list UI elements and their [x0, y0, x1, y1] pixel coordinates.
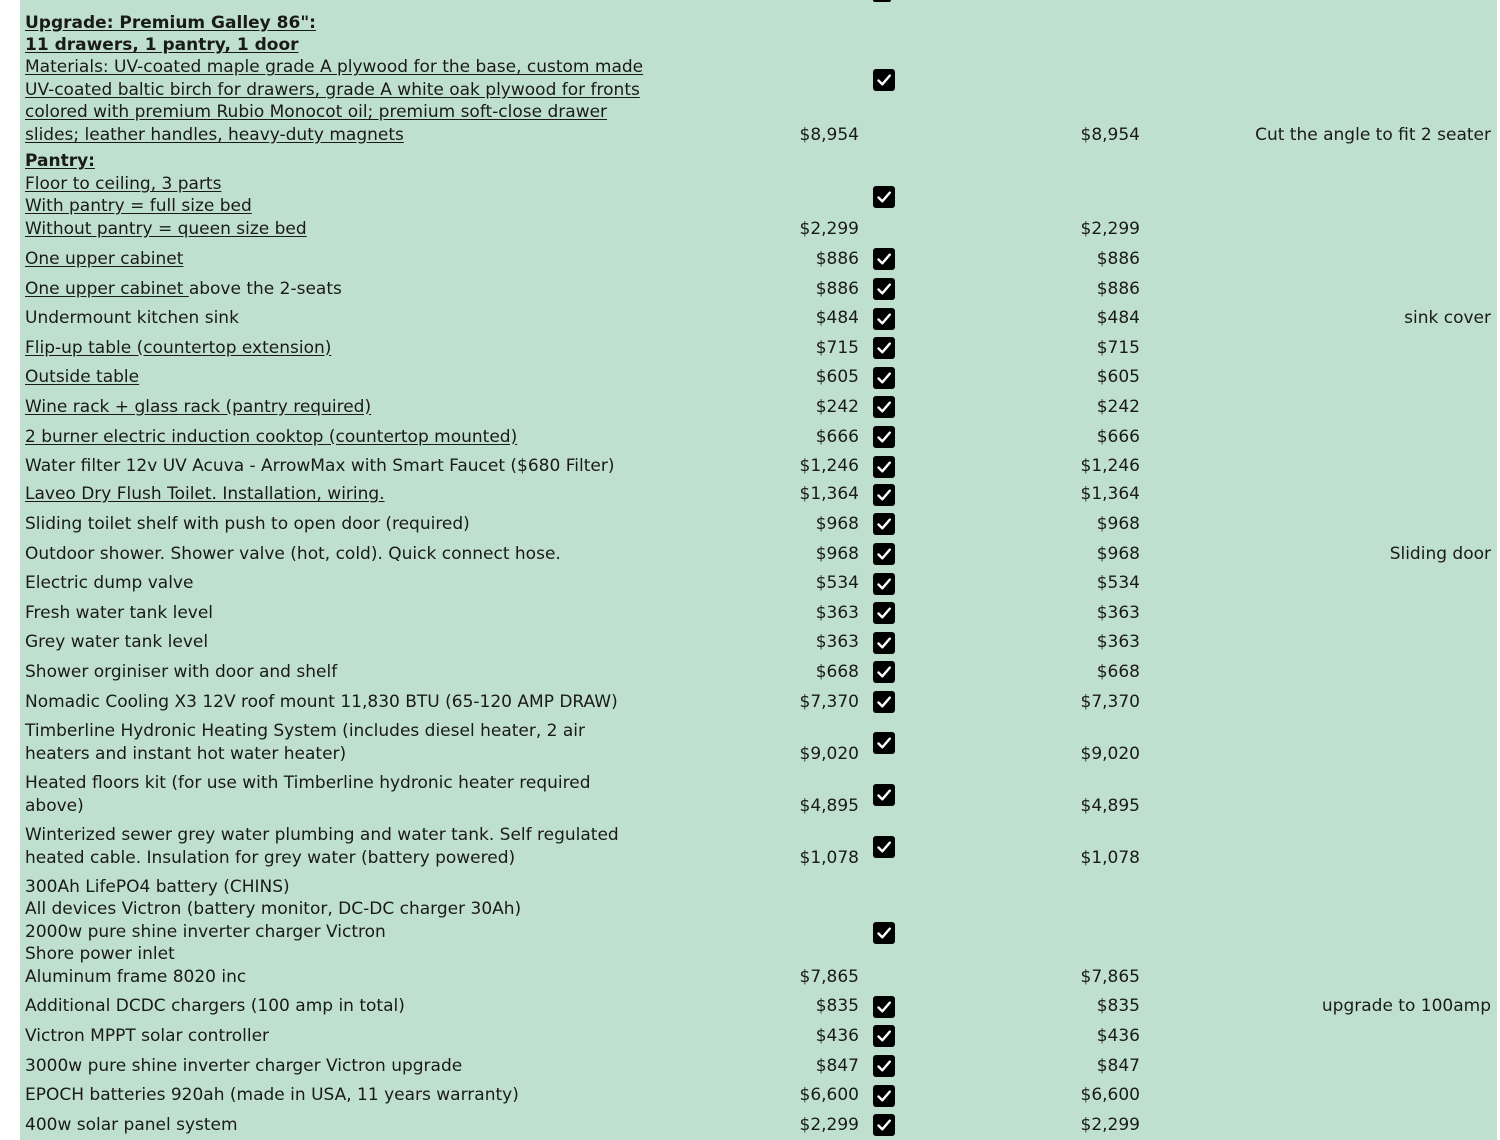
unit-price: $2,299 — [799, 219, 859, 239]
description-text: Aluminum frame 8020 inc — [25, 966, 247, 987]
checkbox[interactable] — [873, 1085, 895, 1107]
checkbox[interactable] — [873, 367, 895, 389]
description-line — [25, 995, 715, 1017]
description-text: 3000w pure shine inverter charger Victron upgrade — [25, 1055, 463, 1076]
description-text: Victron MPPT solar controller — [25, 1025, 270, 1046]
table-row — [20, 1110, 1497, 1140]
description-text: heaters and instant hot water heater) — [25, 743, 347, 764]
item-description — [25, 426, 715, 448]
unit-price: $1,364 — [799, 484, 859, 504]
line-total: $835 — [1096, 996, 1140, 1016]
checkbox[interactable] — [873, 456, 895, 478]
description-text: Shower orginiser with door and shelf — [25, 661, 338, 682]
item-description — [25, 720, 715, 765]
checkbox[interactable] — [873, 1114, 895, 1136]
check-icon — [876, 605, 892, 621]
description-text: Shore power inlet — [25, 944, 175, 965]
unit-price: $847 — [815, 1056, 859, 1076]
table-row — [20, 992, 1497, 1021]
check-icon — [876, 429, 892, 445]
description-text[interactable]: 2 burner electric induction cooktop (countertop mounted) — [25, 426, 518, 447]
line-total: $1,078 — [1080, 848, 1140, 868]
item-description — [25, 691, 715, 713]
description-text: Fresh water tank level — [25, 602, 214, 623]
check-icon — [876, 999, 892, 1015]
previous-row-clipped — [20, 0, 1497, 4]
table-row — [20, 392, 1497, 422]
check-icon — [876, 281, 892, 297]
checkbox[interactable] — [873, 69, 895, 91]
line-total: $968 — [1096, 544, 1140, 564]
unit-price: $886 — [815, 279, 859, 299]
check-icon — [876, 311, 892, 327]
checkbox[interactable] — [873, 732, 895, 754]
checkbox[interactable] — [873, 602, 895, 624]
description-text[interactable]: UV-coated baltic birch for drawers, grade A white oak plywood for fronts — [25, 79, 640, 100]
description-text: Timberline Hydronic Heating System (includes diesel heater, 2 air — [25, 721, 586, 742]
unit-price: $6,600 — [799, 1085, 859, 1105]
description-line — [25, 366, 715, 388]
check-icon — [876, 1117, 892, 1133]
line-total: $2,299 — [1080, 1115, 1140, 1135]
checkbox[interactable] — [873, 691, 895, 713]
description-text[interactable]: With pantry = full size bed — [25, 196, 252, 217]
unit-price: $242 — [815, 397, 859, 417]
line-total: $9,020 — [1080, 744, 1140, 764]
description-line — [25, 483, 715, 505]
description-line — [25, 124, 715, 146]
description-line — [25, 337, 715, 359]
description-text: Water filter 12v UV Acuva - ArrowMax with Smart Faucet ($680 Filter) — [25, 455, 615, 476]
checkbox[interactable] — [873, 308, 895, 330]
description-text[interactable]: One upper cabinet — [25, 278, 189, 299]
description-text: above) — [25, 795, 84, 816]
description-line — [25, 34, 715, 56]
unit-price: $605 — [815, 367, 859, 387]
unit-price: $363 — [815, 632, 859, 652]
description-text[interactable]: Outside table — [25, 366, 140, 387]
description-line — [25, 720, 715, 742]
checkbox[interactable] — [873, 922, 895, 944]
checkbox[interactable] — [873, 573, 895, 595]
table-row — [20, 657, 1497, 687]
description-line — [25, 824, 715, 846]
table-row — [20, 333, 1497, 363]
description-text: 300Ah LifePO4 battery (CHINS) — [25, 877, 290, 897]
unit-price: $968 — [815, 514, 859, 534]
checkbox[interactable] — [873, 484, 895, 506]
table-row — [20, 598, 1497, 628]
item-description — [25, 772, 715, 817]
table-row — [20, 150, 1497, 244]
table-row — [20, 569, 1497, 598]
description-line — [25, 150, 715, 172]
table-row — [20, 687, 1497, 717]
item-description — [25, 483, 715, 505]
table-row — [20, 363, 1497, 392]
description-line — [25, 1084, 715, 1106]
unit-price: $7,370 — [799, 692, 859, 712]
checkbox[interactable] — [873, 426, 895, 448]
line-total: $886 — [1096, 249, 1140, 269]
description-line — [25, 921, 715, 943]
checkbox[interactable] — [873, 1025, 895, 1047]
line-total: $242 — [1096, 397, 1140, 417]
item-description — [25, 12, 715, 146]
item-description — [25, 396, 715, 418]
description-line — [25, 307, 715, 329]
checkbox[interactable] — [873, 661, 895, 683]
description-line — [25, 218, 715, 240]
table-row — [20, 452, 1497, 481]
checkbox[interactable] — [873, 513, 895, 535]
checkbox[interactable] — [873, 632, 895, 654]
description-line — [25, 743, 715, 765]
unit-price: $835 — [815, 996, 859, 1016]
check-icon — [876, 1058, 892, 1074]
table-row — [20, 244, 1497, 274]
description-text: 2000w pure shine inverter charger Victron — [25, 921, 386, 942]
description-text: Undermount kitchen sink — [25, 307, 239, 328]
item-description — [25, 278, 715, 300]
description-line — [25, 898, 715, 920]
description-text: heated cable. Insulation for grey water (battery powered) — [25, 847, 516, 868]
check-icon — [876, 399, 892, 415]
description-line — [25, 101, 715, 123]
check-icon — [876, 664, 892, 680]
line-total: $715 — [1096, 338, 1140, 358]
row-note: Sliding door — [1389, 544, 1491, 564]
description-text: Additional DCDC chargers (100 amp in total) — [25, 995, 405, 1016]
item-description — [25, 824, 715, 869]
table-row — [20, 1021, 1497, 1051]
description-line — [25, 631, 715, 653]
table-row — [20, 769, 1497, 821]
description-text[interactable]: Without pantry = queen size bed — [25, 218, 307, 239]
description-line — [25, 396, 715, 418]
description-line — [25, 847, 715, 869]
checkbox[interactable] — [873, 1055, 895, 1077]
description-text: EPOCH batteries 920ah (made in USA, 11 years warranty) — [25, 1084, 519, 1105]
description-line — [25, 543, 715, 565]
unit-price: $968 — [815, 544, 859, 564]
check-icon — [876, 635, 892, 651]
unit-price: $9,020 — [799, 744, 859, 764]
checkbox[interactable] — [873, 278, 895, 300]
checkbox[interactable] — [873, 996, 895, 1018]
table-row — [20, 628, 1497, 657]
item-description — [25, 572, 715, 594]
unit-price: $1,246 — [799, 456, 859, 476]
checkbox[interactable] — [873, 784, 895, 806]
check-icon — [876, 340, 892, 356]
checkbox[interactable] — [873, 186, 895, 208]
item-description — [25, 1055, 715, 1077]
item-description — [25, 876, 715, 988]
item-description — [25, 1114, 715, 1136]
description-text[interactable]: Pantry: — [25, 151, 95, 172]
description-text[interactable]: Floor to ceiling, 3 parts — [25, 173, 222, 194]
table-row — [20, 1081, 1497, 1110]
check-icon — [876, 735, 892, 751]
description-line — [25, 602, 715, 624]
description-text[interactable]: Wine rack + glass rack (pantry required) — [25, 396, 372, 417]
description-text[interactable]: Upgrade: Premium Galley 86": — [25, 12, 316, 33]
spreadsheet-area — [20, 0, 1497, 1140]
unit-price: $668 — [815, 662, 859, 682]
description-line — [25, 248, 715, 270]
unit-price: $534 — [815, 573, 859, 593]
line-total: $1,246 — [1080, 456, 1140, 476]
line-total: $847 — [1096, 1056, 1140, 1076]
checkbox[interactable] — [873, 337, 895, 359]
item-description — [25, 366, 715, 388]
description-line — [25, 173, 715, 195]
unit-price: $484 — [815, 308, 859, 328]
item-description — [25, 1084, 715, 1106]
line-total: $436 — [1096, 1026, 1140, 1046]
line-total: $534 — [1096, 573, 1140, 593]
checkbox[interactable] — [873, 836, 895, 858]
item-description — [25, 543, 715, 565]
table-row — [20, 717, 1497, 769]
unit-price: $886 — [815, 249, 859, 269]
line-total: $605 — [1096, 367, 1140, 387]
table-row — [20, 481, 1497, 509]
table-row — [20, 509, 1497, 539]
description-line — [25, 661, 715, 683]
description-text[interactable]: Flip-up table (countertop extension) — [25, 337, 332, 358]
description-text: Outdoor shower. Shower valve (hot, cold). Quick connect hose. — [25, 543, 561, 564]
description-text[interactable]: 11 drawers, 1 pantry, 1 door — [25, 35, 299, 55]
description-line — [25, 12, 715, 34]
item-description — [25, 995, 715, 1017]
item-description — [25, 631, 715, 653]
table-row — [20, 274, 1497, 304]
description-line — [25, 691, 715, 713]
description-text[interactable]: colored with premium Rubio Monocot oil; premium soft-close drawer — [25, 102, 608, 123]
table-row — [20, 1051, 1497, 1081]
check-icon — [876, 1088, 892, 1104]
line-total: $2,299 — [1080, 219, 1140, 239]
check-icon — [876, 1028, 892, 1044]
item-description — [25, 661, 715, 683]
check-icon — [876, 459, 892, 475]
line-total: $968 — [1096, 514, 1140, 534]
checkbox[interactable] — [873, 396, 895, 418]
check-icon — [876, 487, 892, 503]
check-icon — [876, 576, 892, 592]
description-line — [25, 56, 715, 78]
description-text[interactable]: One upper cabinet — [25, 248, 184, 269]
unit-price: $4,895 — [799, 796, 859, 816]
check-icon — [876, 516, 892, 532]
check-icon — [876, 370, 892, 386]
description-line — [25, 772, 715, 794]
unit-price: $436 — [815, 1026, 859, 1046]
table-row — [20, 821, 1497, 873]
description-line — [25, 943, 715, 965]
description-text: Winterized sewer grey water plumbing and water tank. Self regulated — [25, 825, 619, 846]
check-icon — [876, 925, 892, 941]
row-note: Cut the angle to fit 2 seater — [1255, 125, 1491, 145]
table-row — [20, 539, 1497, 569]
line-total: $886 — [1096, 279, 1140, 299]
item-description — [25, 602, 715, 624]
table-row — [20, 873, 1497, 992]
description-line — [25, 455, 715, 477]
description-text: Nomadic Cooling X3 12V roof mount 11,830 BTU (65-120 AMP DRAW) — [25, 691, 618, 712]
item-description — [25, 337, 715, 359]
line-total: $1,364 — [1080, 484, 1140, 504]
table-row — [20, 304, 1497, 333]
description-line — [25, 278, 715, 300]
description-line — [25, 79, 715, 101]
line-total: $6,600 — [1080, 1085, 1140, 1105]
description-text: Sliding toilet shelf with push to open door (required) — [25, 513, 470, 534]
description-text[interactable]: Materials: UV-coated maple grade A plywood for the base, custom made — [25, 57, 644, 78]
item-description — [25, 307, 715, 329]
description-line — [25, 572, 715, 594]
unit-price: $666 — [815, 427, 859, 447]
unit-price: $715 — [815, 338, 859, 358]
check-icon — [876, 251, 892, 267]
line-total: $484 — [1096, 308, 1140, 328]
line-total: $4,895 — [1080, 796, 1140, 816]
table-row — [20, 9, 1497, 150]
item-description — [25, 513, 715, 535]
unit-price: $8,954 — [799, 125, 859, 145]
description-text: above the 2-seats — [188, 278, 342, 299]
line-total: $363 — [1096, 603, 1140, 623]
description-line — [25, 195, 715, 217]
item-description — [25, 150, 715, 240]
line-total: $363 — [1096, 632, 1140, 652]
description-line — [25, 1025, 715, 1047]
checkbox[interactable] — [873, 248, 895, 270]
item-description — [25, 455, 715, 477]
check-icon — [876, 189, 892, 205]
unit-price: $1,078 — [799, 848, 859, 868]
item-description — [25, 248, 715, 270]
line-total: $8,954 — [1080, 125, 1140, 145]
description-text: All devices Victron (battery monitor, DC-DC charger 30Ah) — [25, 899, 522, 920]
line-total: $7,370 — [1080, 692, 1140, 712]
item-description — [25, 1025, 715, 1047]
line-total: $666 — [1096, 427, 1140, 447]
description-line — [25, 1114, 715, 1136]
checkbox[interactable] — [873, 543, 895, 565]
line-total: $7,865 — [1080, 967, 1140, 987]
description-line — [25, 513, 715, 535]
description-line — [25, 876, 715, 898]
check-icon — [876, 72, 892, 88]
description-line — [25, 1055, 715, 1077]
unit-price: $7,865 — [799, 967, 859, 987]
check-icon — [876, 839, 892, 855]
description-text: 400w solar panel system — [25, 1114, 238, 1135]
check-icon — [876, 546, 892, 562]
description-text: Grey water tank level — [25, 631, 209, 652]
description-text[interactable]: Laveo Dry Flush Toilet. Installation, wiring. — [25, 483, 385, 504]
check-icon — [876, 787, 892, 803]
description-line — [25, 966, 715, 988]
row-note: sink cover — [1404, 308, 1491, 328]
unit-price: $363 — [815, 603, 859, 623]
description-text: Heated floors kit (for use with Timberline hydronic heater required — [25, 773, 591, 794]
description-text[interactable]: slides; leather handles, heavy-duty magnets — [25, 124, 404, 145]
description-line — [25, 795, 715, 817]
checkbox-clipped — [873, 0, 891, 2]
check-icon — [876, 694, 892, 710]
unit-price: $2,299 — [799, 1115, 859, 1135]
description-text: Electric dump valve — [25, 572, 194, 593]
description-line — [25, 426, 715, 448]
row-note: upgrade to 100amp — [1321, 996, 1491, 1016]
line-total: $668 — [1096, 662, 1140, 682]
table-row — [20, 422, 1497, 452]
